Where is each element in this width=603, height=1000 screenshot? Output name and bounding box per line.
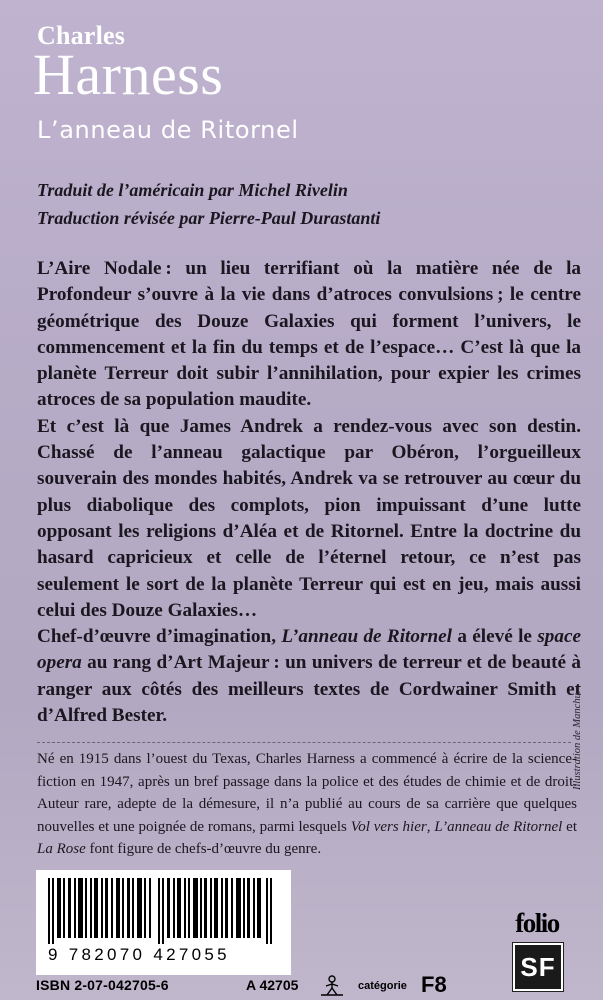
author-bio xyxy=(37,748,577,861)
revision-credit: Traduction révisée par Pierre-Paul Durastanti xyxy=(37,208,381,228)
age-rating-icon xyxy=(318,975,346,997)
bio-text: font figure de chefs-d’œuvre du genre. xyxy=(85,841,322,857)
folio-wordmark: folio xyxy=(515,908,559,938)
blurb-title-italic: L’anneau de Ritornel xyxy=(281,626,452,648)
isbn-number: ISBN 2-07-042705-6 xyxy=(36,977,169,993)
bio-text: Né en 1915 dans l’ouest du Texas, Charles Harness a commencé à écrire de la science-fiction en 1947, après un bref passage dans la police et des études de chimie et de droit. Auteur rare, adepte de la démesure, il n’a publié au cours de sa carrière que quelques nouvelles et une poignée de romans, parmi lesquels xyxy=(37,751,577,835)
blurb-paragraph-1: L’Aire Nodale : un lieu terrifiant où la matière née de la Profondeur s’ouvre à la vie dans d’atroces convulsions ; le centre géométrique des Douze Galaxies qui forment l’univers, le commencement et la fin du temps et de l’espace… C’est là que la planète Terreur doit subir l’annihilation, pour expier les crimes atroces de sa population maudite. xyxy=(37,258,581,411)
bio-text: , xyxy=(426,818,435,835)
blurb-paragraph-2: Et c’est là que James Andrek a rendez-vous avec son destin. Chassé de l’anneau galactique par Obéron, l’orgueilleux souverain des mondes habités, Andrek va se retrouver au cœur du plus diabolique des complots, pion impuissant d’une lutte opposant les religions d’Aléa et de Ritornel. Entre la doctrine du hasard capricieux et celle de l’éternel retour, ce n’est pas seulement le sort de la planète Terreur qui est en jeu, mais aussi celui des Douze Galaxies… xyxy=(37,415,581,621)
bio-title-italic: L’anneau de Ritornel xyxy=(434,818,563,835)
barcode-icon xyxy=(46,878,281,944)
blurb-text: au rang d’Art Majeur : un univers de terreur et de beauté à ranger aux côtés des meilleurs textes de Cordwainer Smith et d’Alfred Bester. xyxy=(37,652,581,727)
translator-credit: Traduit de l’américain par Michel Rivelin xyxy=(37,180,348,200)
bio-title-italic: Vol vers hier xyxy=(350,818,427,835)
barcode-digits: 9 782070 427055 xyxy=(48,945,230,964)
sf-badge xyxy=(512,942,564,992)
bio-text: et xyxy=(562,818,577,835)
author-first-name: Charles xyxy=(37,21,126,50)
divider xyxy=(37,742,571,743)
categorie-label: catégorie xyxy=(358,980,407,992)
translation-credits xyxy=(37,176,577,232)
illustration-credit: Illustration de Manchu. xyxy=(572,690,583,790)
barcode-panel xyxy=(36,870,291,975)
blurb-genre-italic: space opera xyxy=(37,626,581,674)
sf-label: SF xyxy=(515,945,561,989)
blurb-text: Chef-d’œuvre d’imagination, xyxy=(37,626,282,648)
blurb xyxy=(37,256,581,729)
author-last-name: Harness xyxy=(33,42,224,107)
book-title: L’anneau de Ritornel xyxy=(37,116,299,144)
categorie-value: F8 xyxy=(421,972,447,997)
isbn-row xyxy=(36,972,576,997)
blurb-paragraph-3 xyxy=(37,624,581,729)
blurb-text: a élevé le xyxy=(451,626,538,648)
folio-sf-logo xyxy=(508,908,566,994)
product-code: A 42705 xyxy=(246,977,299,993)
bio-title-italic: La Rose xyxy=(37,841,86,857)
